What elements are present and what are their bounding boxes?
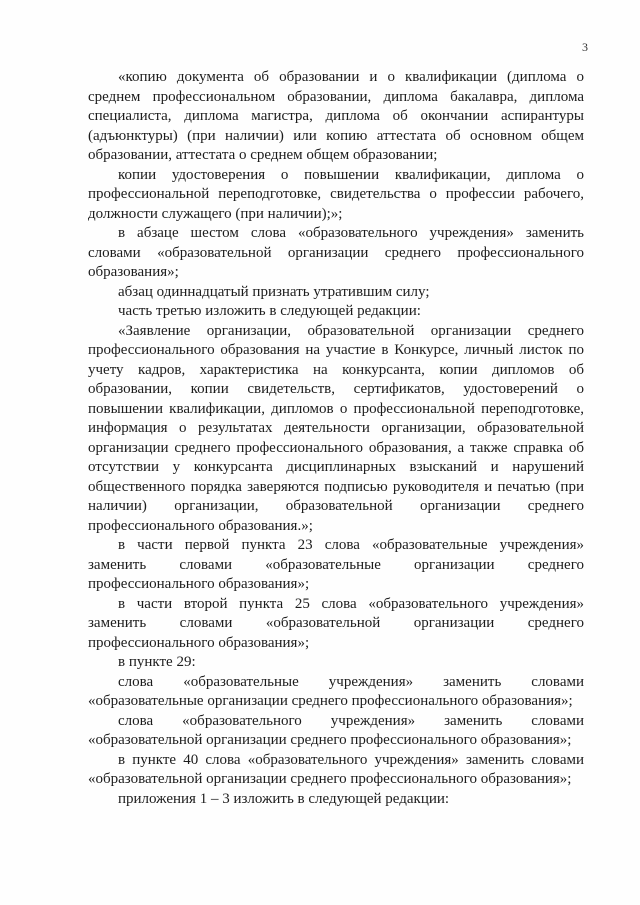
paragraph: приложения 1 – 3 изложить в следующей редакции: xyxy=(118,790,450,807)
paragraph: в части первой пункта 23 слова «образовательные учреждения» заменить словами «образовательные организации среднего профессионального образования»; xyxy=(88,537,584,592)
paragraph: в пункте 29: xyxy=(118,654,196,670)
paragraph: часть третью изложить в следующей редакции: xyxy=(118,303,421,319)
paragraph: «копию документа об образовании и о квалификации (диплома о среднем профессиональном образовании, диплома бакалавра, диплома специалиста, диплома магистра, диплома об окончании аспирантуры (адъюнктуры) (при наличии) или копию аттестата об основном общем образовании, аттестата о среднем общем образовании; xyxy=(88,69,584,163)
paragraph: в абзаце шестом слова «образовательного учреждения» заменить словами «образовательной организации среднего профессионального образования»; xyxy=(88,225,584,280)
paragraph: абзац одиннадцатый признать утратившим силу; xyxy=(118,283,430,300)
page-number: 3 xyxy=(582,40,588,54)
paragraph: слова «образовательные учреждения» заменить словами «образовательные организации среднего профессионального образования»; xyxy=(88,673,584,709)
document-body xyxy=(88,68,584,809)
paragraph: слова «образовательного учреждения» заменить словами «образовательной организации среднего профессионального образования»; xyxy=(88,712,584,748)
paragraph: копии удостоверения о повышении квалификации, диплома о профессиональной переподготовке, свидетельства о профессии рабочего, должности служащего (при наличии);»; xyxy=(88,166,584,222)
paragraph: «Заявление организации, образовательной организации среднего профессионального образования на участие в Конкурсе, личный листок по учету кадров, характеристика на конкурсанта, копии дипломов об образовании, копии свидетельств, сертификатов, удостоверений о повышении квалификации, дипломов о профессиональной переподготовке, информация о результатах деятельности организации, образовательной организации среднего профессионального образования, а также справка об отсутствии у конкурсанта дисциплинарных взысканий и нарушений общественного порядка заверяются подписью руководителя и печатью (при наличии) организации, образовательной организации среднего профессионального образования.»; xyxy=(88,322,584,534)
paragraph: в пункте 40 слова «образовательного учреждения» заменить словами «образовательной организации среднего профессионального образования»; xyxy=(88,751,584,787)
paragraph: в части второй пункта 25 слова «образовательного учреждения» заменить словами «образовательной организации среднего профессионального образования»; xyxy=(88,595,584,651)
